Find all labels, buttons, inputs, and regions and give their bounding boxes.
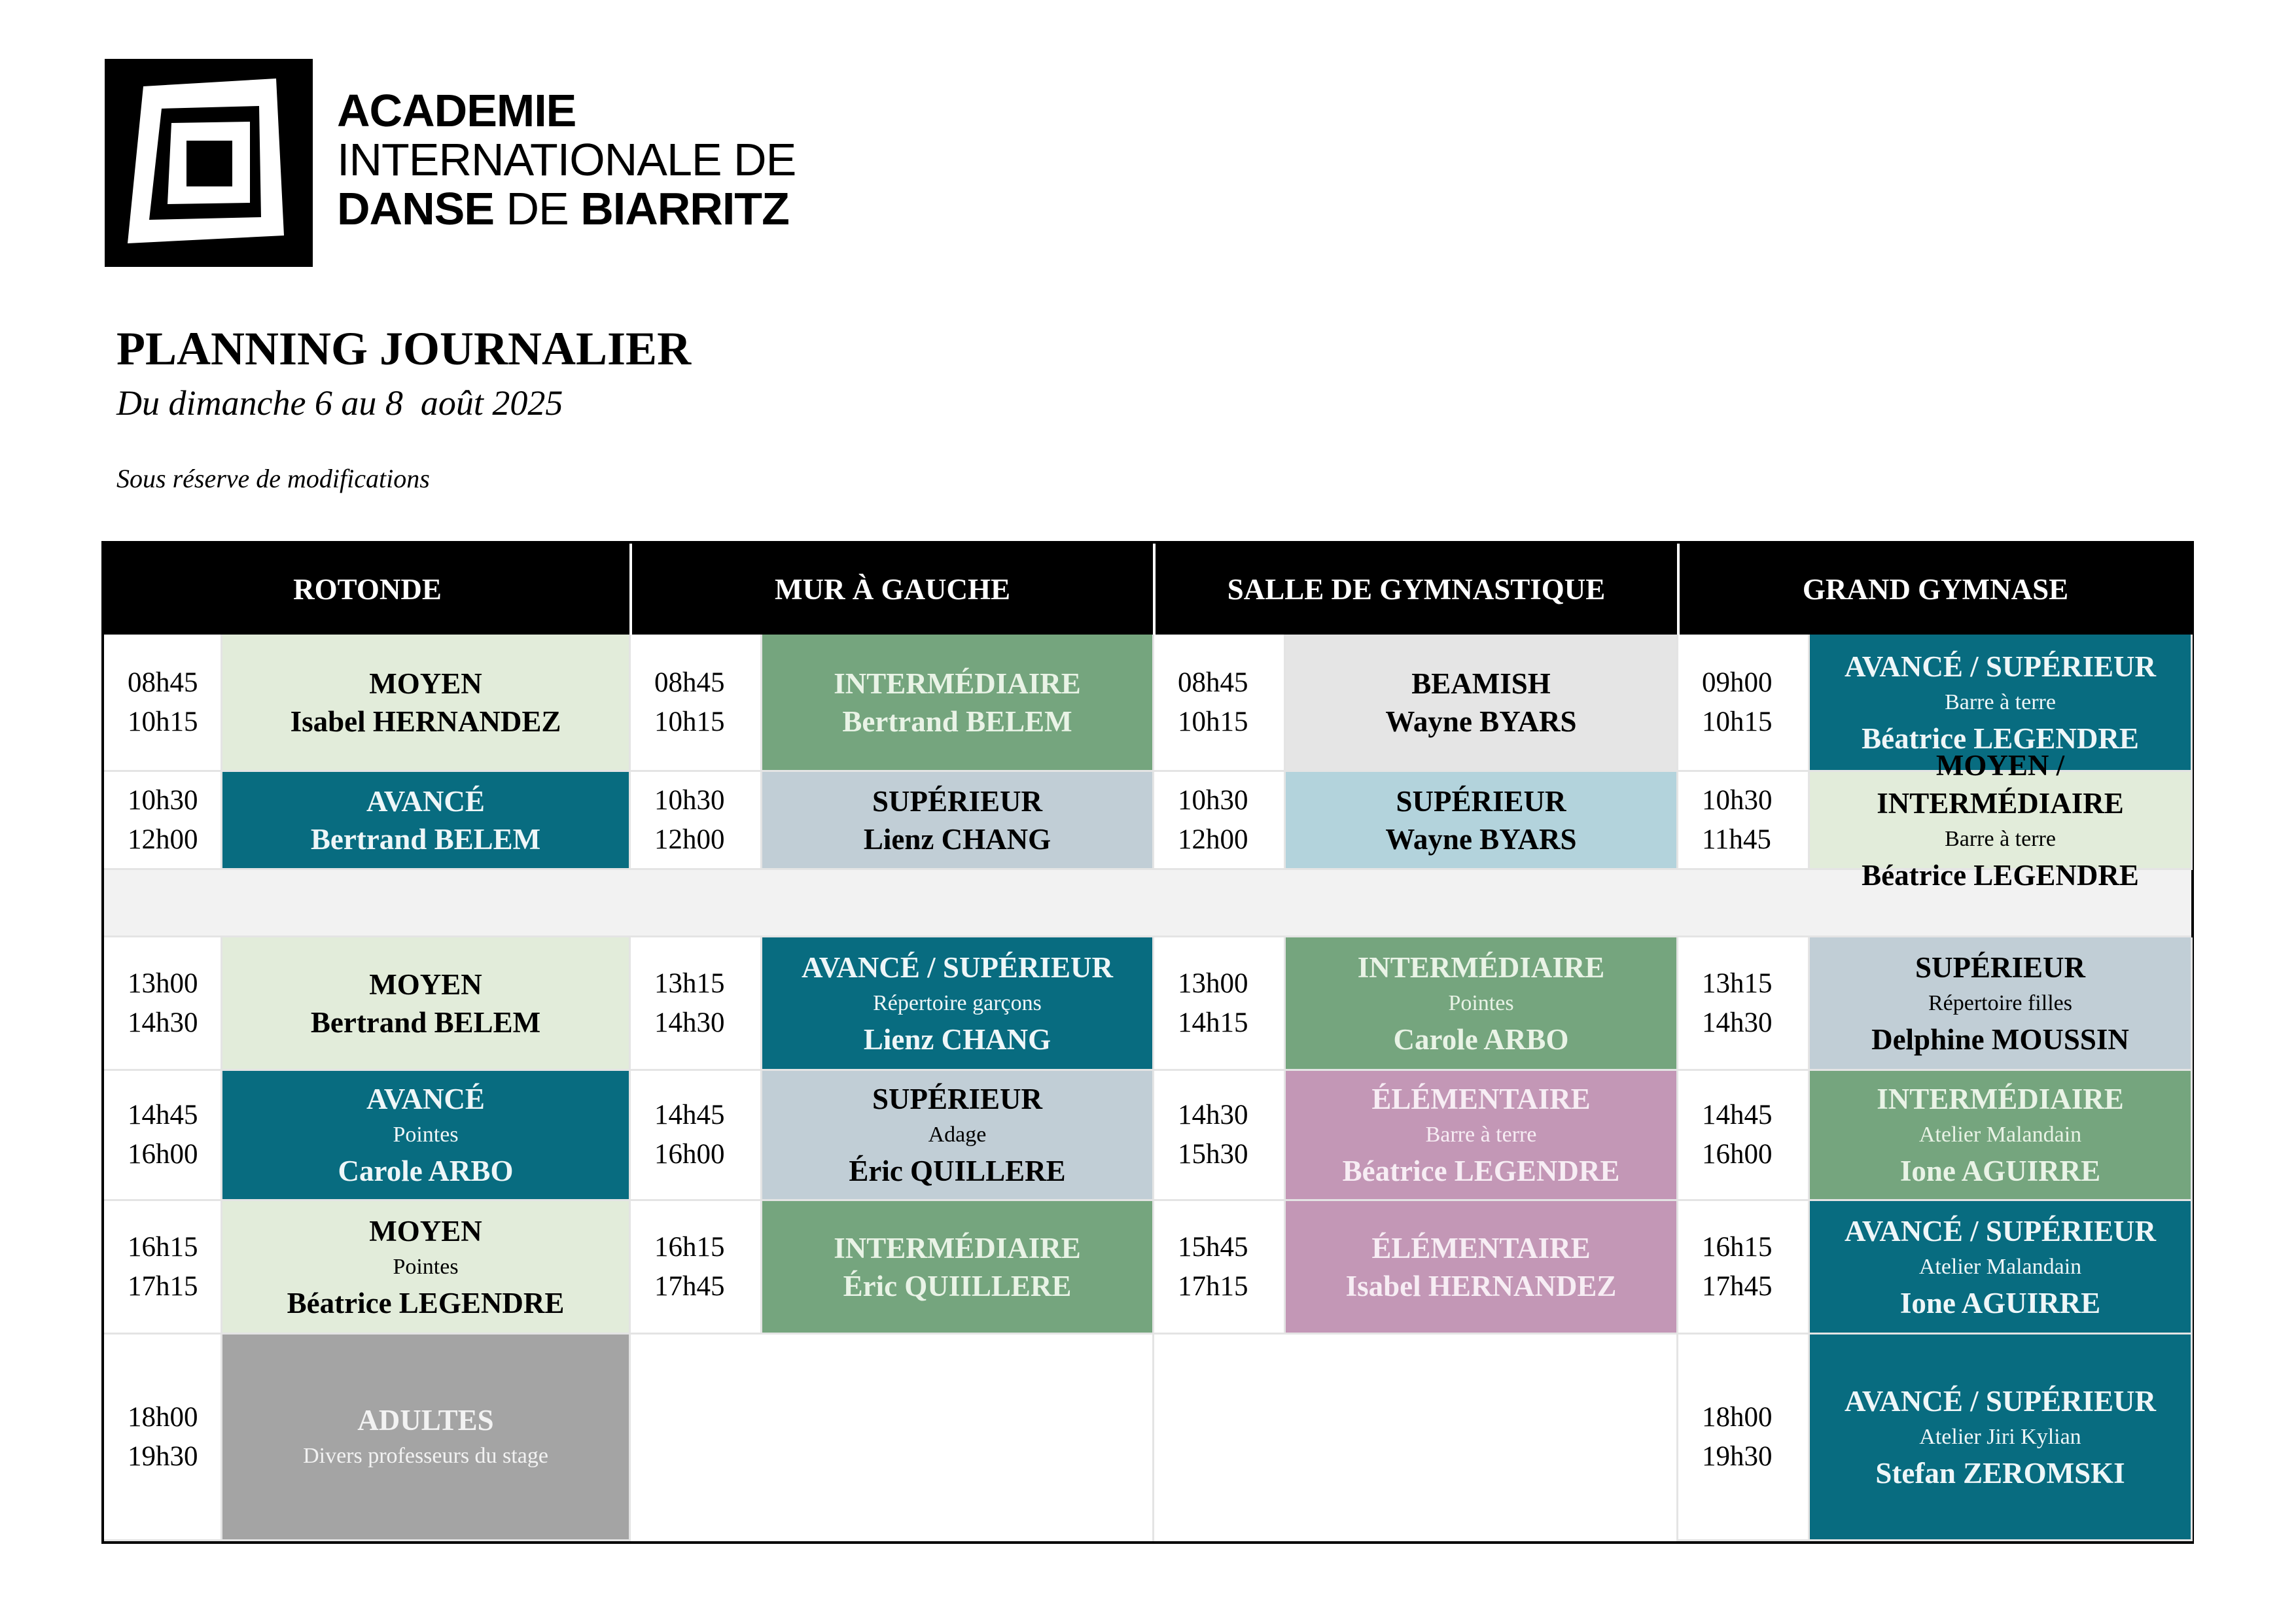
class-detail: Barre à terre xyxy=(1945,826,2056,851)
class-teacher: Wayne BYARS xyxy=(1385,705,1577,738)
class-cell xyxy=(1286,1201,1678,1335)
time-slot xyxy=(1678,1335,1810,1541)
time-slot xyxy=(104,1201,222,1335)
start-time: 14h30 xyxy=(1178,1100,1248,1130)
class-teacher: Carole ARBO xyxy=(1393,1022,1569,1056)
class-level: SUPÉRIEUR xyxy=(1396,784,1566,818)
class-teacher: Isabel HERNANDEZ xyxy=(1345,1269,1617,1302)
class-cell xyxy=(1810,748,2193,892)
class-teacher: Bertrand BELEM xyxy=(310,822,541,856)
class-cell xyxy=(222,635,631,772)
class-teacher: Éric QUILLERE xyxy=(849,1155,1066,1187)
class-detail: Atelier Malandain xyxy=(1918,1123,2082,1147)
room-header-divider xyxy=(629,544,632,635)
room-header-divider xyxy=(1677,544,1680,635)
start-time: 14h45 xyxy=(128,1100,198,1130)
class-cell xyxy=(1810,937,2193,1071)
academy-name-line-1: ACADEMIE xyxy=(337,85,576,136)
room-header-divider xyxy=(1153,544,1156,635)
end-time: 10h15 xyxy=(1178,706,1248,737)
class-cell xyxy=(1286,937,1678,1071)
time-slot xyxy=(631,772,762,870)
time-slot xyxy=(1678,937,1810,1071)
time-slot xyxy=(1154,1201,1286,1335)
time-slot xyxy=(104,772,222,870)
page-subtitle: Du dimanche 6 au 8 août 2025 xyxy=(116,383,563,423)
class-level: INTERMÉDIAIRE xyxy=(1877,1083,2124,1115)
class-teacher: Bertrand BELEM xyxy=(842,705,1072,738)
class-teacher: Lienz CHANG xyxy=(863,1022,1051,1056)
class-level: ÉLÉMENTAIRE xyxy=(1371,1083,1591,1115)
time-slot xyxy=(1154,635,1286,772)
class-cell xyxy=(222,1335,631,1541)
class-cell xyxy=(762,1201,1154,1335)
end-time: 14h30 xyxy=(654,1007,725,1038)
class-teacher: Isabel HERNANDEZ xyxy=(290,705,561,738)
class-teacher: Ione AGUIRRE xyxy=(1899,1155,2101,1187)
end-time: 12h00 xyxy=(654,824,725,855)
end-time: 14h30 xyxy=(1702,1007,1773,1038)
start-time: 10h30 xyxy=(1702,784,1773,816)
start-time: 18h00 xyxy=(1702,1401,1773,1433)
class-cell xyxy=(1286,635,1678,772)
start-time: 08h45 xyxy=(128,667,198,698)
class-level: MOYEN xyxy=(369,968,482,1001)
time-slot xyxy=(1154,1071,1286,1201)
class-cell xyxy=(762,772,1154,870)
room-header-3: GRAND GYMNASE xyxy=(1678,544,2193,635)
class-teacher: Béatrice LEGENDRE xyxy=(1862,722,2139,755)
time-slot xyxy=(631,937,762,1071)
class-level: MOYEN xyxy=(369,667,482,700)
class-level: AVANCÉ / SUPÉRIEUR xyxy=(1845,1384,2156,1418)
time-slot xyxy=(1678,1201,1810,1335)
start-time: 16h15 xyxy=(654,1231,725,1263)
academy-name-word-biarritz: BIARRITZ xyxy=(580,183,789,234)
class-level: INTERMÉDIAIRE xyxy=(834,1231,1081,1265)
time-slot xyxy=(104,635,222,772)
time-slot xyxy=(631,1201,762,1335)
academy-name-line-3 xyxy=(337,184,796,234)
class-detail: Atelier Jiri Kylian xyxy=(1919,1424,2081,1449)
class-teacher: Delphine MOUSSIN xyxy=(1871,1022,2129,1056)
end-time: 17h45 xyxy=(654,1270,725,1302)
class-level: MOYEN xyxy=(369,1214,482,1248)
class-cell xyxy=(222,772,631,870)
end-time: 19h30 xyxy=(128,1440,198,1472)
start-time: 14h45 xyxy=(1702,1100,1773,1130)
room-header-1: MUR À GAUCHE xyxy=(631,544,1154,635)
time-slot xyxy=(631,635,762,772)
class-teacher: Éric QUIILLERE xyxy=(843,1269,1072,1302)
class-cell xyxy=(762,635,1154,772)
end-time: 10h15 xyxy=(128,706,198,737)
class-level: SUPÉRIEUR xyxy=(872,784,1043,818)
class-level: SUPÉRIEUR xyxy=(1915,951,2086,984)
time-slot xyxy=(104,1335,222,1541)
class-teacher: Lienz CHANG xyxy=(863,822,1051,856)
start-time: 08h45 xyxy=(654,667,725,698)
start-time: 15h45 xyxy=(1178,1231,1248,1263)
class-cell xyxy=(762,1071,1154,1201)
start-time: 18h00 xyxy=(128,1401,198,1433)
start-time: 13h00 xyxy=(128,968,198,999)
end-time: 17h15 xyxy=(1178,1270,1248,1302)
class-detail: Barre à terre xyxy=(1945,689,2056,714)
time-slot xyxy=(104,1071,222,1201)
time-slot xyxy=(631,1071,762,1201)
academy-name-word-danse: DANSE xyxy=(337,183,495,234)
page-title: PLANNING JOURNALIER xyxy=(116,323,692,375)
end-time: 14h15 xyxy=(1178,1007,1248,1038)
class-detail: Barre à terre xyxy=(1425,1123,1537,1147)
start-time: 09h00 xyxy=(1702,667,1773,698)
end-time: 12h00 xyxy=(128,824,198,855)
class-cell xyxy=(762,937,1154,1071)
page-note: Sous réserve de modifications xyxy=(116,464,430,493)
class-detail: Répertoire garçons xyxy=(873,990,1042,1015)
class-level: INTERMÉDIAIRE xyxy=(1357,951,1605,984)
class-cell xyxy=(222,937,631,1071)
academy-name-word-de: DE xyxy=(506,183,569,234)
start-time: 14h45 xyxy=(654,1100,725,1130)
class-detail: Pointes xyxy=(393,1254,459,1279)
class-cell xyxy=(1286,772,1678,870)
class-detail: Répertoire filles xyxy=(1928,990,2072,1015)
end-time: 10h15 xyxy=(1702,706,1773,737)
class-detail: Pointes xyxy=(393,1123,459,1147)
class-teacher: Béatrice LEGENDRE xyxy=(1862,858,2139,892)
end-time: 10h15 xyxy=(654,706,725,737)
time-slot xyxy=(104,937,222,1071)
start-time: 10h30 xyxy=(654,784,725,816)
end-time: 17h15 xyxy=(128,1270,198,1302)
academy-logo xyxy=(105,59,313,267)
empty-slot xyxy=(631,1335,1154,1541)
class-cell xyxy=(1286,1071,1678,1201)
start-time: 10h30 xyxy=(1178,784,1248,816)
class-teacher: Wayne BYARS xyxy=(1385,822,1577,856)
room-header-0: ROTONDE xyxy=(104,544,631,635)
academy-name xyxy=(337,86,796,234)
class-teacher: Béatrice LEGENDRE xyxy=(287,1286,565,1319)
class-detail: Divers professeurs du stage xyxy=(303,1443,548,1468)
end-time: 16h00 xyxy=(654,1139,725,1170)
end-time: 14h30 xyxy=(128,1007,198,1038)
class-level: BEAMISH xyxy=(1411,667,1551,700)
start-time: 13h15 xyxy=(1702,968,1773,999)
end-time: 15h30 xyxy=(1178,1139,1248,1170)
class-level: ÉLÉMENTAIRE xyxy=(1371,1231,1591,1265)
end-time: 19h30 xyxy=(1702,1440,1773,1472)
class-teacher: Stefan ZEROMSKI xyxy=(1875,1456,2125,1490)
class-teacher: Béatrice LEGENDRE xyxy=(1342,1155,1620,1187)
time-slot xyxy=(1154,937,1286,1071)
class-level: AVANCÉ xyxy=(366,784,485,818)
schedule-table xyxy=(101,541,2194,1544)
class-teacher: Bertrand BELEM xyxy=(310,1005,541,1039)
start-time: 08h45 xyxy=(1178,667,1248,698)
class-cell xyxy=(222,1201,631,1335)
start-time: 10h30 xyxy=(128,784,198,816)
class-detail: Pointes xyxy=(1448,990,1514,1015)
end-time: 16h00 xyxy=(1702,1139,1773,1170)
class-level: AVANCÉ / SUPÉRIEUR xyxy=(802,951,1113,984)
class-cell xyxy=(1810,1335,2193,1541)
time-slot xyxy=(1678,1071,1810,1201)
start-time: 13h15 xyxy=(654,968,725,999)
time-slot xyxy=(1678,772,1810,870)
class-detail: Adage xyxy=(928,1123,987,1147)
class-level: MOYEN / INTERMÉDIAIRE xyxy=(1877,748,2124,820)
class-teacher: Ione AGUIRRE xyxy=(1899,1286,2101,1319)
start-time: 16h15 xyxy=(128,1231,198,1263)
end-time: 11h45 xyxy=(1702,824,1771,855)
class-detail: Atelier Malandain xyxy=(1918,1254,2082,1279)
class-teacher: Carole ARBO xyxy=(338,1155,514,1187)
class-level: ADULTES xyxy=(357,1403,494,1437)
class-level: AVANCÉ / SUPÉRIEUR xyxy=(1845,1214,2156,1248)
class-cell xyxy=(222,1071,631,1201)
start-time: 13h00 xyxy=(1178,968,1248,999)
class-cell xyxy=(1810,1071,2193,1201)
end-time: 16h00 xyxy=(128,1139,198,1170)
end-time: 12h00 xyxy=(1178,824,1248,855)
end-time: 17h45 xyxy=(1702,1270,1773,1302)
class-level: AVANCÉ / SUPÉRIEUR xyxy=(1845,650,2156,683)
class-cell xyxy=(1810,1201,2193,1335)
class-level: INTERMÉDIAIRE xyxy=(834,667,1081,700)
time-slot xyxy=(1154,772,1286,870)
time-slot xyxy=(1678,635,1810,772)
class-level: AVANCÉ xyxy=(366,1083,485,1115)
academy-name-line-2: INTERNATIONALE DE xyxy=(337,134,796,185)
empty-slot xyxy=(1154,1335,1678,1541)
room-header-2: SALLE DE GYMNASTIQUE xyxy=(1154,544,1678,635)
start-time: 16h15 xyxy=(1702,1231,1773,1263)
logo-mark-icon xyxy=(105,59,313,267)
class-level: SUPÉRIEUR xyxy=(872,1083,1043,1115)
